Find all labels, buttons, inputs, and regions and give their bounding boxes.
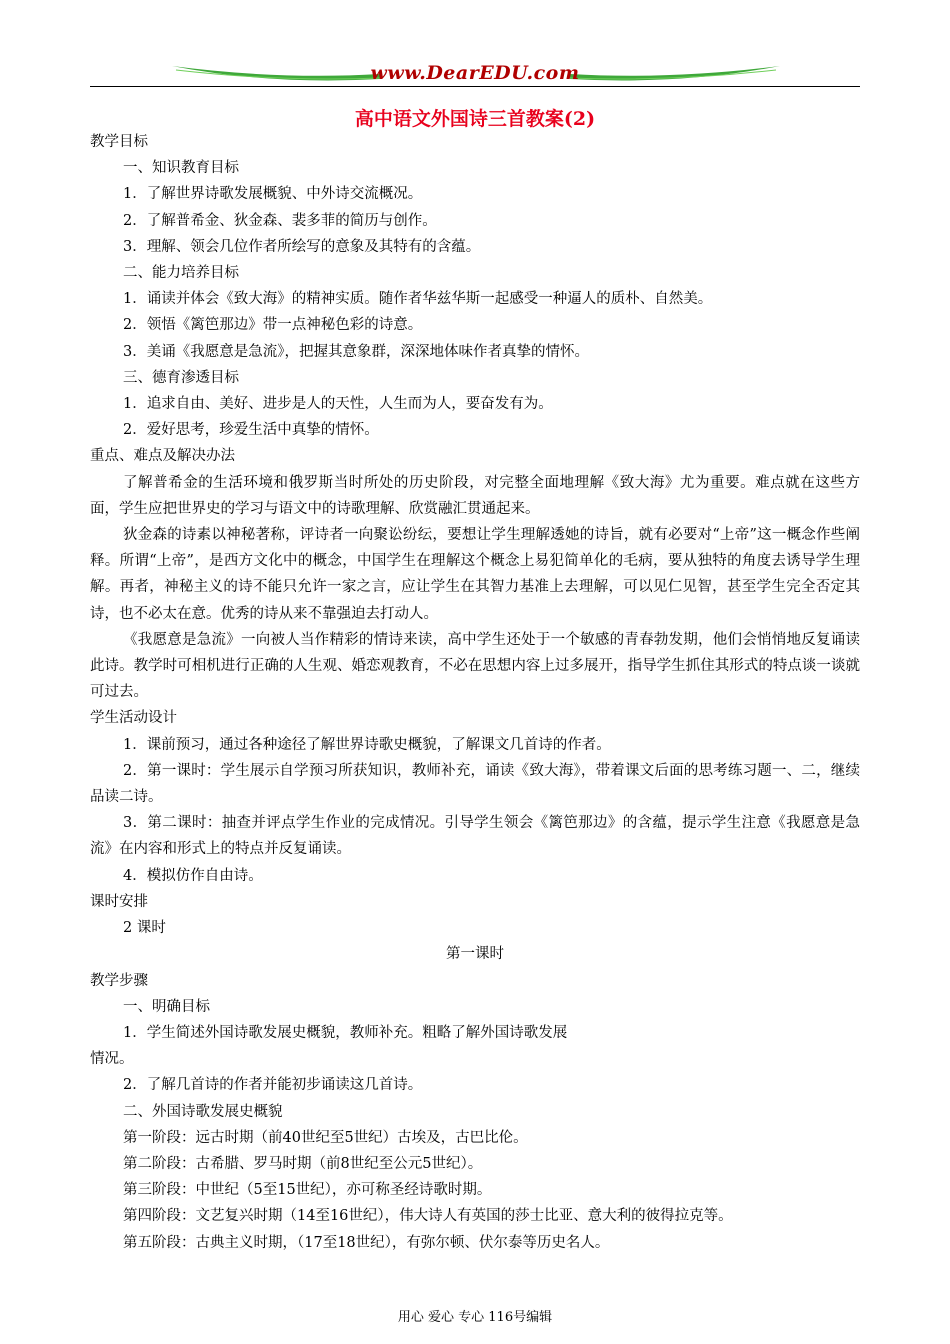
paragraph-line: 二、外国诗歌发展史概貌 (123, 1103, 283, 1120)
paragraph-line: 一、知识教育目标 (123, 160, 239, 177)
paragraph-line: 教学目标 (90, 134, 148, 150)
paragraph-line: 情况。 (90, 1051, 134, 1068)
paragraph-line: 2．第一课时：学生展示自学预习所获知识，教师补充，诵读《致大海》，带着课文后面的思考练习题一、二，继续品读二诗。 (90, 762, 860, 806)
paragraph-line: 《我愿意是急流》一向被人当作精彩的情诗来读，高中学生还处于一个敏感的青春勃发期，他们会悄悄地反复诵读此诗。教学时可相机进行正确的人生观、婚恋观教育，不必在思想内容上过多展开，指导学生抓住其形式的特点谈一谈就可过去。 (90, 631, 860, 701)
header-rule (90, 86, 860, 87)
paragraph-line: 第四阶段：文艺复兴时期（14至16世纪），伟大诗人有英国的莎士比亚、意大利的彼得拉克等。 (123, 1208, 733, 1225)
paragraph-line: 3．美诵《我愿意是急流》，把握其意象群，深深地体味作者真挚的情怀。 (123, 343, 589, 360)
paragraph-line: 重点、难点及解决办法 (90, 448, 235, 465)
paragraph-line: 2．爱好思考，珍爱生活中真挚的情怀。 (123, 422, 379, 439)
paragraph-line: 教学步骤 (90, 972, 148, 989)
paragraph-line: 2．了解普希金、狄金森、裴多菲的简历与创作。 (123, 212, 437, 229)
document-body (90, 129, 860, 1256)
paragraph-line: 2．领悟《篱笆那边》带一点神秘色彩的诗意。 (123, 317, 423, 334)
paragraph-line: 4．模拟仿作自由诗。 (123, 867, 263, 884)
paragraph-line: 课时安排 (90, 893, 148, 910)
paragraph-line: 学生活动设计 (90, 710, 177, 727)
paragraph-line: 第三阶段：中世纪（5至15世纪），亦可称圣经诗歌时期。 (123, 1182, 492, 1199)
paragraph-line: 狄金森的诗素以神秘著称，评诗者一向聚讼纷纭，要想让学生理解透她的诗旨，就有必要对“上帝”这一概念作些阐释。所谓“上帝”，是西方文化中的概念，中国学生在理解这个概念上易犯简单化的毛病，要从独特的角度去诱导学生理解。再者，神秘主义的诗不能只允许一家之言，应让学生在其智力基准上去理解，可以见仁见智，甚至学生完全否定其诗，也不必太在意。优秀的诗从来不靠强迫去打动人。 (90, 527, 860, 622)
paragraph-line: 第二阶段：古希腊、罗马时期（前8世纪至公元5世纪）。 (123, 1155, 483, 1172)
site-logo-text: www.DearEDU.com (370, 62, 580, 84)
paragraph-line: 1．课前预习，通过各种途径了解世界诗歌史概貌，了解课文几首诗的作者。 (123, 736, 611, 753)
paragraph-line: 1．追求自由、美好、进步是人的天性，人生而为人，要奋发有为。 (123, 396, 553, 413)
paragraph-line: 二、能力培养目标 (123, 265, 239, 282)
paragraph-line: 2．了解几首诗的作者并能初步诵读这几首诗。 (123, 1077, 423, 1094)
paragraph-line: 1．了解世界诗歌发展概貌、中外诗交流概况。 (123, 186, 423, 203)
paragraph-line: 第一阶段：远古时期（前40世纪至5世纪）古埃及，古巴比伦。 (123, 1129, 528, 1146)
paragraph-line: 三、德育渗透目标 (123, 369, 239, 386)
paragraph-line: 3．理解、领会几位作者所绘写的意象及其特有的含蕴。 (123, 238, 481, 255)
paragraph-line: 2 课时 (123, 920, 166, 937)
page-title: 高中语文外国诗三首教案(2) (354, 108, 596, 130)
page-footer: 用心 爱心 专心 116号编辑 (397, 1310, 553, 1325)
paragraph-line: 了解普希金的生活环境和俄罗斯当时所处的历史阶段，对完整全面地理解《致大海》尤为重要。难点就在这些方面，学生应把世界史的学习与语文中的诗歌理解、欣赏融汇贯通起来。 (90, 474, 860, 517)
paragraph-line: 1．诵读并体会《致大海》的精神实质。随作者华兹华斯一起感受一种逼人的质朴、自然美。 (123, 291, 713, 308)
paragraph-line: 1．学生简述外国诗歌发展史概貌，教师补充。粗略了解外国诗歌发展 (123, 1024, 568, 1041)
paragraph-line: 第一课时 (446, 946, 504, 963)
paragraph-line: 第五阶段：古典主义时期，（17至18世纪），有弥尔顿、伏尔泰等历史名人。 (123, 1234, 610, 1251)
paragraph-line: 一、明确目标 (123, 998, 210, 1015)
paragraph-line: 3．第二课时：抽查并评点学生作业的完成情况。引导学生领会《篱笆那边》的含蕴，提示学生注意《我愿意是急流》在内容和形式上的特点并反复诵读。 (90, 815, 860, 858)
